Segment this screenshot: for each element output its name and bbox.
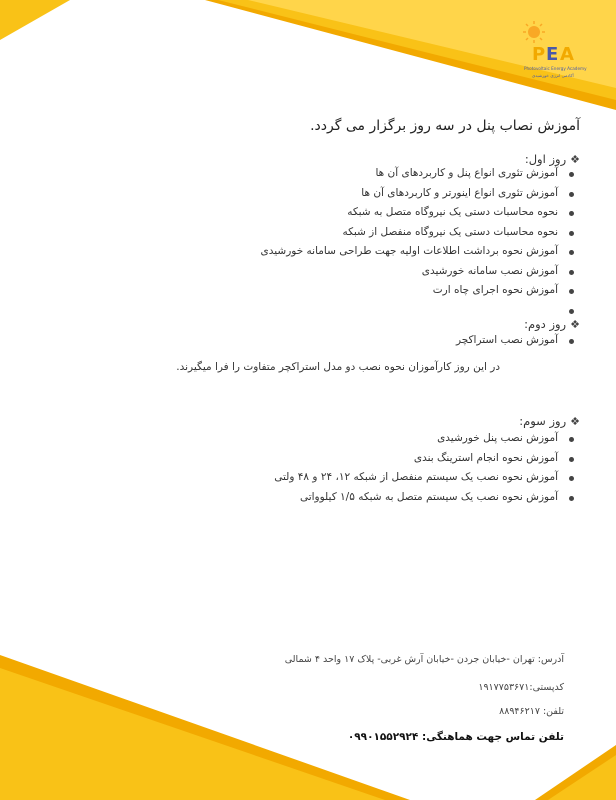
footer-contact: تلفن تماس جهت هماهنگی: ۰۹۹۰۱۵۵۲۹۲۴: [347, 731, 564, 743]
bullet-icon: [569, 437, 574, 442]
svg-text:E: E: [546, 44, 559, 65]
day3-list: [274, 429, 578, 507]
day1-list: [261, 164, 578, 320]
bullet-icon: [569, 339, 574, 344]
list-item: آموزش نحوه اجرای چاه ارت: [261, 281, 578, 301]
list-item: آموزش نصب استراکچر: [456, 331, 578, 351]
day2-note: در این روز کارآموزان نحوه نصب دو مدل استراکچر متفاوت را فرا میگیرند.: [176, 361, 500, 373]
diamond-bullet-icon: ❖: [570, 318, 580, 331]
list-item: آموزش نصب سامانه خورشیدی: [261, 262, 578, 282]
list-item: آموزش تئوری انواع اینورتر و کاربردهای آن ها: [261, 184, 578, 204]
bullet-icon: [569, 250, 574, 255]
page-title: آموزش نصاب پنل در سه روز برگزار می گردد.: [310, 118, 580, 134]
bullet-icon: [569, 476, 574, 481]
list-item: آموزش نحوه نصب یک سیستم منفصل از شبکه ۱۲، ۲۴ و ۴۸ ولتی: [274, 468, 578, 488]
day2-heading-label: روز دوم:: [524, 317, 567, 331]
day2-list: [456, 331, 578, 351]
svg-text:A: A: [560, 44, 574, 65]
list-item: نحوه محاسبات دستی یک نیروگاه منفصل از شبکه: [261, 223, 578, 243]
day3-heading-label: روز سوم:: [519, 414, 567, 428]
list-item: آموزش نحوه نصب یک سیستم متصل به شبکه ۱/۵ کیلوواتی: [274, 488, 578, 508]
diamond-bullet-icon: ❖: [570, 415, 580, 428]
footer-address: آدرس: تهران -خیابان جردن -خیابان آرش غربی- پلاک ۱۷ واحد ۴ شمالی: [284, 654, 564, 665]
footer-phone: تلفن: ۸۸۹۴۶۲۱۷: [499, 706, 564, 717]
bullet-icon: [569, 270, 574, 275]
list-item: آموزش نحوه انجام استرینگ بندی: [274, 449, 578, 469]
footer-postal-code: کدپستی:۱۹۱۷۷۵۳۶۷۱: [478, 682, 564, 693]
list-item: آموزش تئوری انواع پنل و کاربردهای آن ها: [261, 164, 578, 184]
day1-heading-label: روز اول:: [524, 152, 567, 166]
bullet-icon: [569, 289, 574, 294]
bullet-icon: [569, 172, 574, 177]
bullet-icon: [569, 309, 574, 314]
list-item: آموزش نحوه برداشت اطلاعات اولیه جهت طراحی سامانه خورشیدی: [261, 242, 578, 262]
bullet-icon: [569, 496, 574, 501]
diamond-bullet-icon: ❖: [570, 153, 580, 166]
logo-caption-fa: آکادمی انرژی خورشیدی: [532, 73, 574, 78]
list-item: آموزش نصب پنل خورشیدی: [274, 429, 578, 449]
bullet-icon: [569, 192, 574, 197]
day3-heading: [519, 414, 580, 428]
svg-text:P: P: [532, 44, 546, 65]
bullet-icon: [569, 231, 574, 236]
day2-heading: [524, 317, 580, 331]
bullet-icon: [569, 211, 574, 216]
logo-caption-en: Photovoltaic Energy Academy: [524, 66, 587, 71]
list-item: نحوه محاسبات دستی یک نیروگاه متصل به شبکه: [261, 203, 578, 223]
academy-logo: [520, 18, 588, 84]
bullet-icon: [569, 457, 574, 462]
